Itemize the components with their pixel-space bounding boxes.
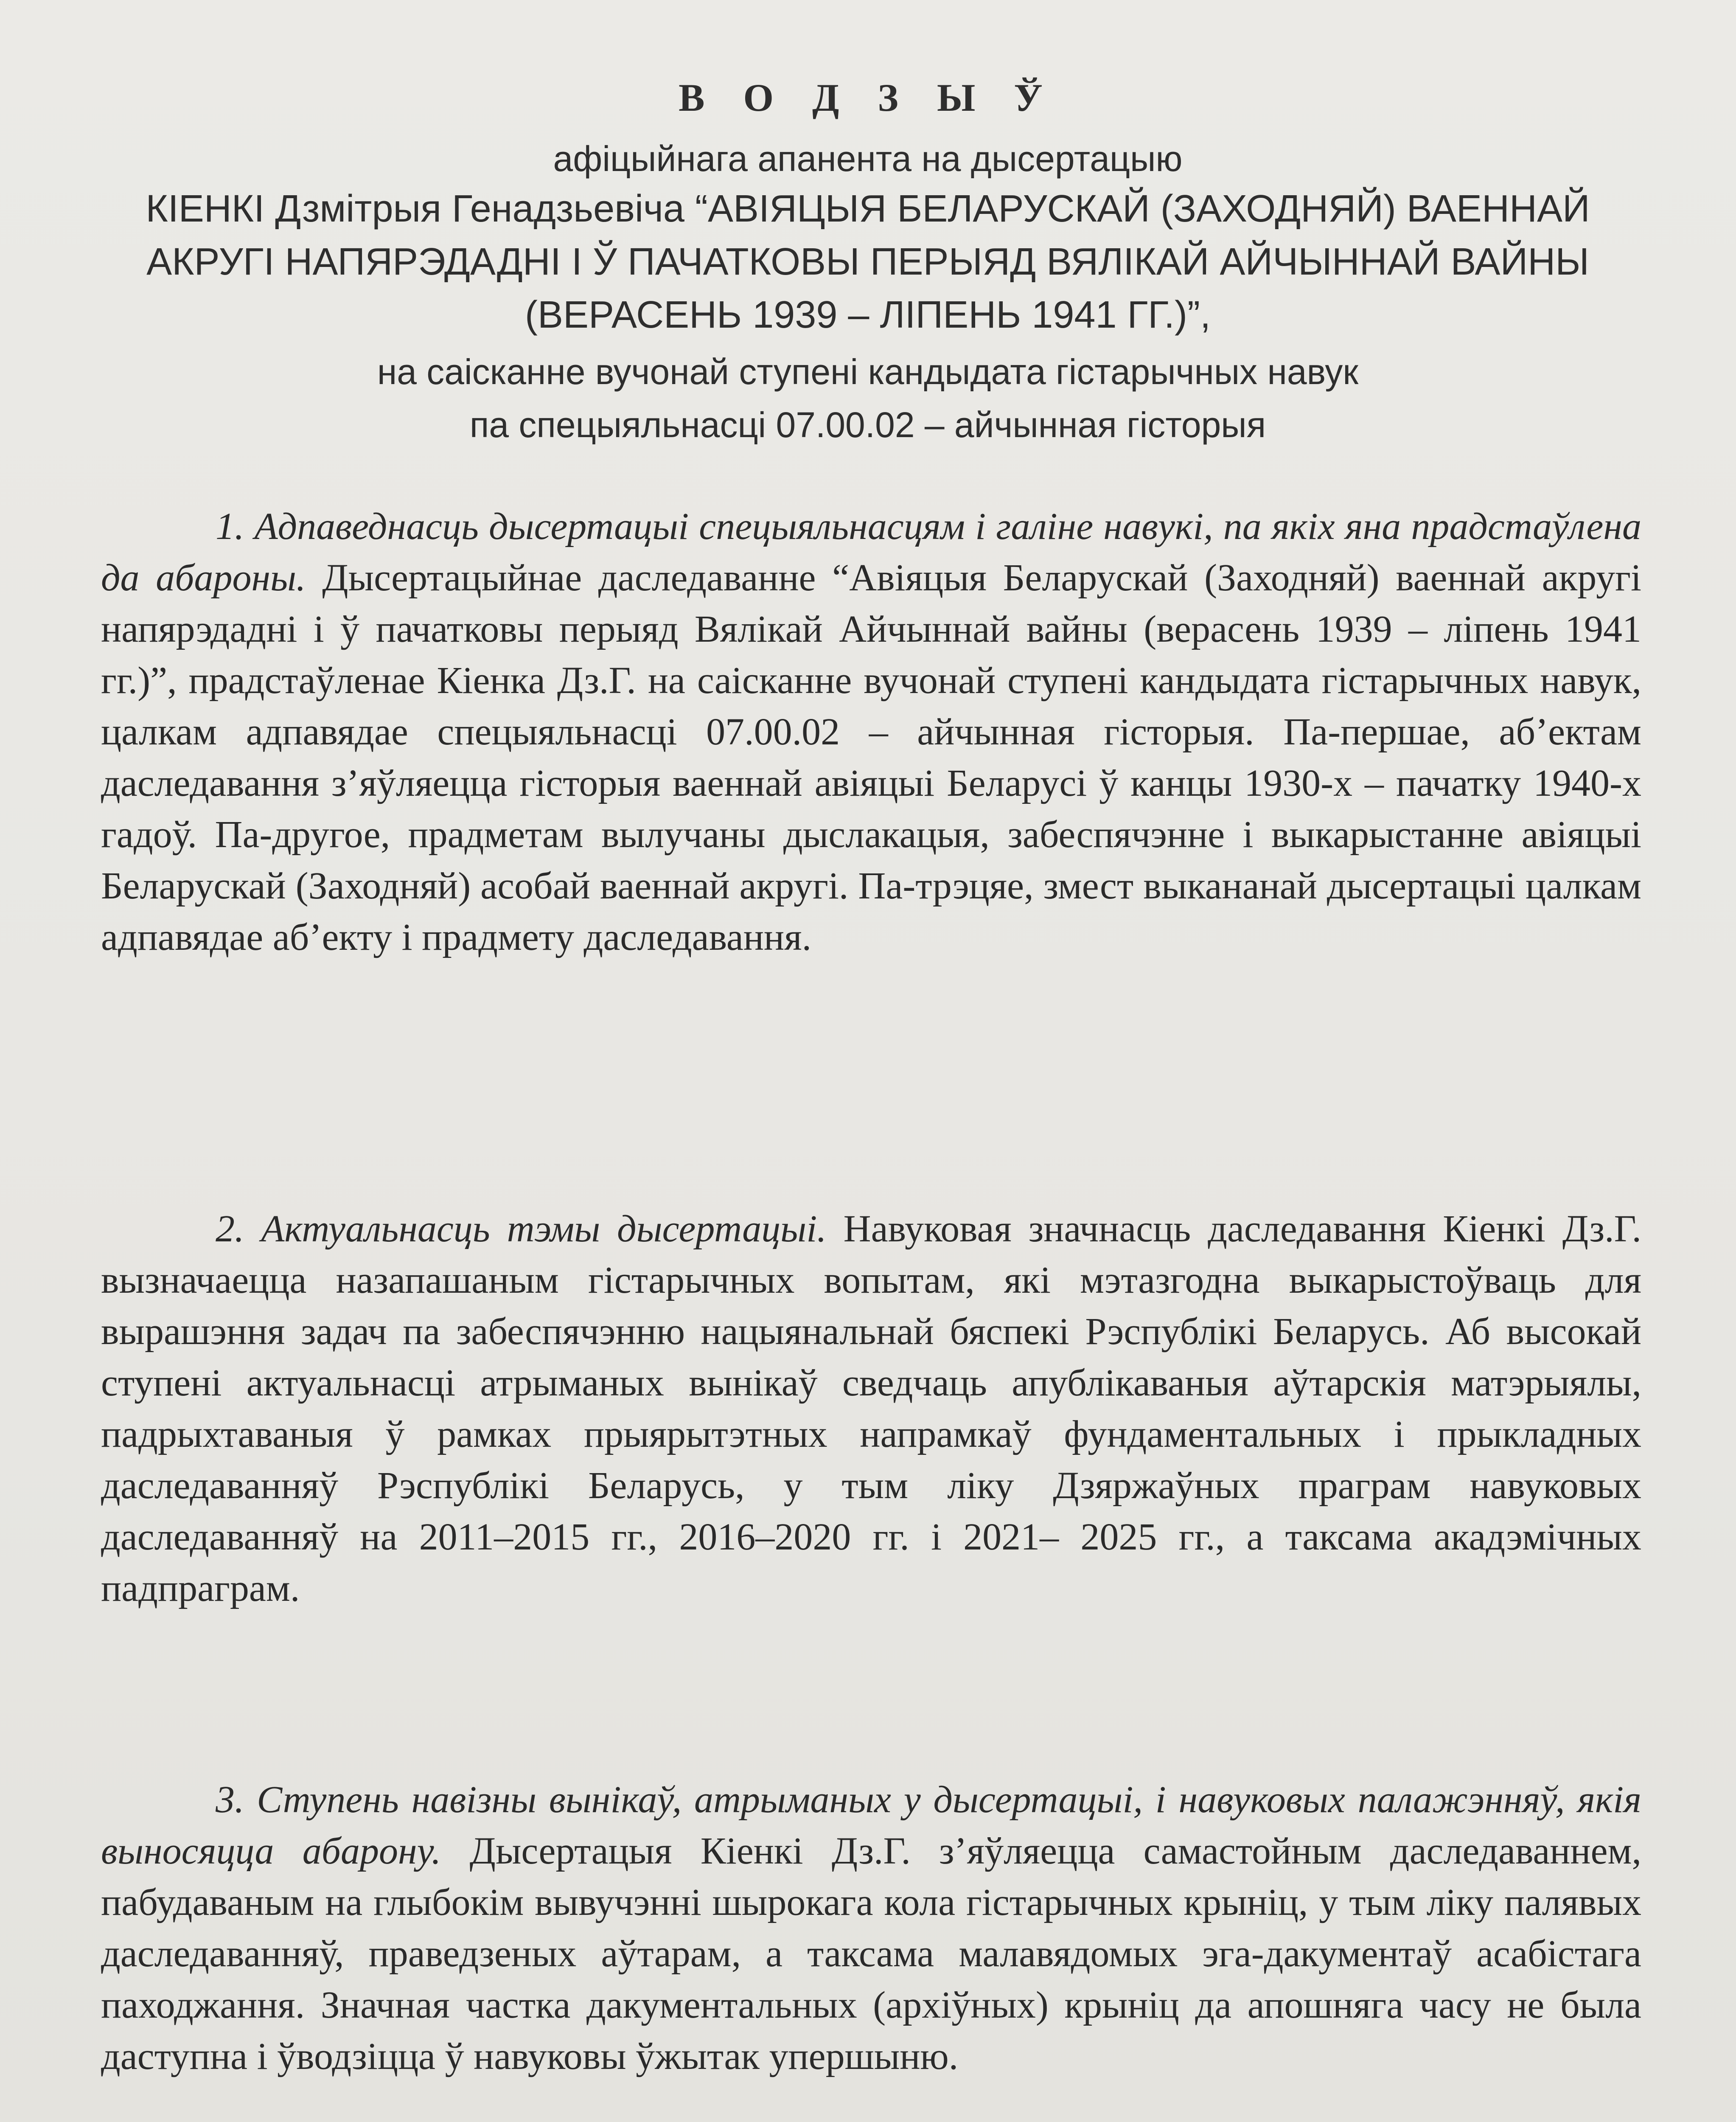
section-2-paragraph (101, 1203, 1641, 1614)
section-3-text: Дысертацыя Кіенкі Дз.Г. з’яўляецца самастойным даследаваннем, пабудаваным на глыбокім вывучэнні шырокага кола гістарычных крыніц, у тым ліку палявых даследаванняў, праведзеных аўтарам, а таксама малавядомых эга-дакументаў асабістага паходжання. Значная частка дакументальных (архіўных) крыніц да апошняга часу не была даступна і ўводзіцца ў навуковы ўжытак упершыню. (101, 1830, 1641, 2077)
section-3 (101, 1774, 1641, 2082)
dissertation-author-and-topic: КІЕНКІ Дзмітрыя Генадзьевіча “АВІЯЦЫЯ БЕЛАРУСКАЙ (ЗАХОДНЯЙ) ВАЕННАЙ АКРУГІ НАПЯРЭДАДНІ І Ў ПАЧАТКОВЫ ПЕРЫЯД ВЯЛІКАЙ АЙЧЫННАЙ ВАЙНЫ (ВЕРАСЕНЬ 1939 – ЛІПЕНЬ 1941 ГГ.)”, (146, 188, 1590, 336)
section-1-paragraph (101, 501, 1641, 963)
specialty-line: па спецыяльнасці 07.00.02 – айчынная гісторыя (469, 405, 1266, 445)
section-1-text: Дысертацыйнае даследаванне “Авіяцыя Беларускай (Заходняй) ваеннай акругі напярэдадні і ў пачатковы перыяд Вялікай Айчыннай вайны (верасень 1939 – ліпень 1941 гг.)”, прадстаўленае Кіенка Дз.Г. на саісканне вучонай ступені кандыдата гістарычных навук, цалкам адпавядае спецыяльнасці 07.00.02 – айчынная гісторыя. Па-першае, аб’ектам даследавання з’яўляецца гісторыя ваеннай авіяцыі Беларусі ў канцы 1930-х – пачатку 1940-х гадоў. Па-другое, прадметам вылучаны дыслакацыя, забеспячэнне і выкарыстанне авіяцыі Беларускай (Заходняй) асобай ваеннай акругі. Па-трэцяе, змест выкананай дысертацыі цалкам адпавядае аб’екту і прадмету даследавання. (101, 557, 1641, 958)
document-subtitle: афіцыйнага апанента на дысертацыю (553, 139, 1183, 179)
section-1-heading: 1. Адпаведнасць дысертацыі спецыяльнасцям і галіне навукі, па якіх яна прадстаўлена да абароны. (101, 505, 1641, 599)
section-3-paragraph (101, 1774, 1641, 2082)
section-2 (101, 1203, 1641, 1614)
section-3-heading: 3. Ступень навізны вынікаў, атрыманых у дысертацыі, і навуковых палажэнняў, якія выносяцца абарону. (101, 1779, 1641, 1872)
section-2-heading: 2. Актуальнасць тэмы дысертацыі. (216, 1208, 827, 1250)
section-2-text: Навуковая значнасць даследавання Кіенкі Дз.Г. вызначаецца назапашаным гістарычных вопытам, які мэтазгодна выкарыстоўваць для вырашэння задач па забеспячэнню нацыянальнай бяспекі Рэспублікі Беларусь. Аб высокай ступені актуальнасці атрыманых вынікаў сведчаць апублікаваныя аўтарскія матэрыялы, падрыхтаваныя ў рамках прыярытэтных напрамкаў фундаментальных і прыкладных даследаванняў Рэспублікі Беларусь, у тым ліку Дзяржаўных праграм навуковых даследаванняў на 2011–2015 гг., 2016–2020 гг. і 2021– 2025 гг., а таксама акадэмічных падпраграм. (101, 1208, 1642, 1609)
section-1 (101, 501, 1641, 963)
document-title: В О Д З Ы Ў (679, 76, 1057, 119)
degree-line: на саісканне вучонай ступені кандыдата гістарычных навук (377, 352, 1359, 392)
